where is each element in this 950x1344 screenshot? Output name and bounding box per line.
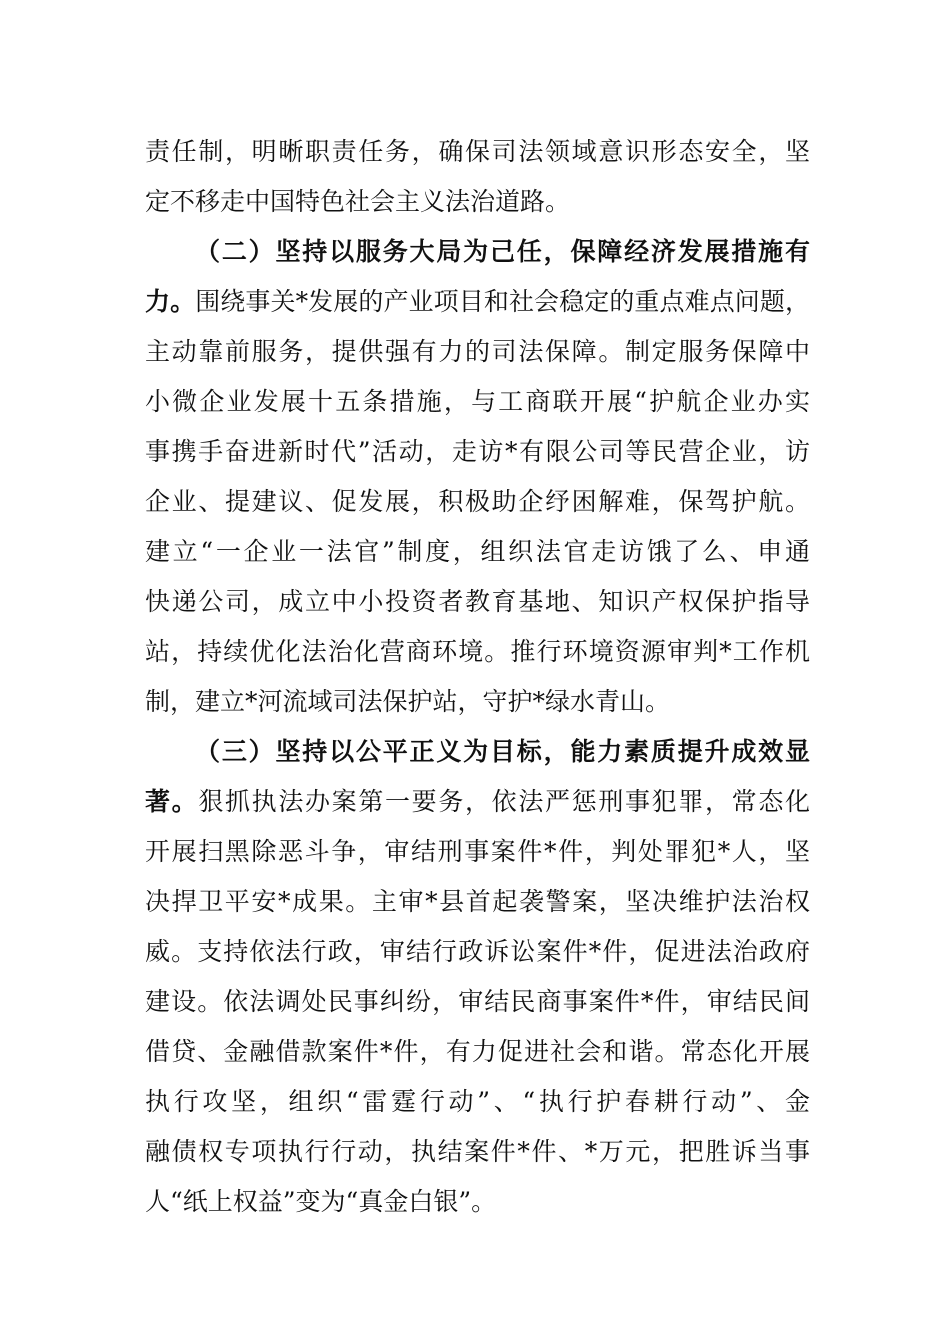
section-2-line-6: 企业、提建议、促发展，积极助企纾困解难，保驾护航。: [145, 487, 810, 516]
paragraph-1-line-1: 责任制，明晰职责任务，确保司法领域意识形态安全，坚: [145, 137, 810, 166]
section-2-line-5: 事携手奋进新时代”活动，走访*有限公司等民营企业，访: [145, 437, 810, 466]
section-2-line-4: 小微企业发展十五条措施，与工商联开展“护航企业办实: [145, 387, 810, 416]
paragraph-1-line-2: 定不移走中国特色社会主义法治道路。: [145, 187, 571, 216]
section-3-line-7: 借贷、金融借款案件*件，有力促进社会和谐。常态化开展: [145, 1037, 810, 1066]
section-3-line-5: 威。支持依法行政，审结行政诉讼案件*件，促进法治政府: [145, 937, 810, 966]
section-3-line-4: 决捍卫平安*成果。主审*县首起袭警案，坚决维护法治权: [145, 887, 810, 916]
section-3-line-8: 执行攻坚，组织“雷霆行动”、“执行护春耕行动”、金: [145, 1087, 810, 1116]
section-2-line-10: 制，建立*河流域司法保护站，守护*绿水青山。: [145, 687, 671, 716]
section-3-line-2: 著。狠抓执法办案第一要务，依法严惩刑事犯罪，常态化: [145, 787, 810, 816]
section-3-line-6: 建设。依法调处民事纠纷，审结民商事案件*件，审结民间: [145, 987, 810, 1016]
section-2-line-7: 建立“一企业一法官”制度，组织法官走访饿了么、申通: [145, 537, 810, 566]
section-2-heading-line-1: （二）坚持以服务大局为己任，保障经济发展措施有: [195, 237, 810, 266]
section-2-line-9: 站，持续优化法治化营商环境。推行环境资源审判*工作机: [145, 637, 810, 666]
section-3-line-3: 开展扫黑除恶斗争，审结刑事案件*件，判处罪犯*人，坚: [145, 837, 810, 866]
section-2-line-8: 快递公司，成立中小投资者教育基地、知识产权保护指导: [145, 587, 810, 616]
section-3-line-10: 人“纸上权益”变为“真金白银”。: [145, 1187, 497, 1216]
section-2-line-2: 力。围绕事关*发展的产业项目和社会稳定的重点难点问题，: [145, 287, 810, 316]
section-3-line-9: 融债权专项执行行动，执结案件*件、*万元，把胜诉当事: [145, 1137, 810, 1166]
section-2-line-3: 主动靠前服务，提供强有力的司法保障。制定服务保障中: [145, 337, 810, 366]
section-3-heading-line-1: （三）坚持以公平正义为目标，能力素质提升成效显: [195, 737, 810, 766]
